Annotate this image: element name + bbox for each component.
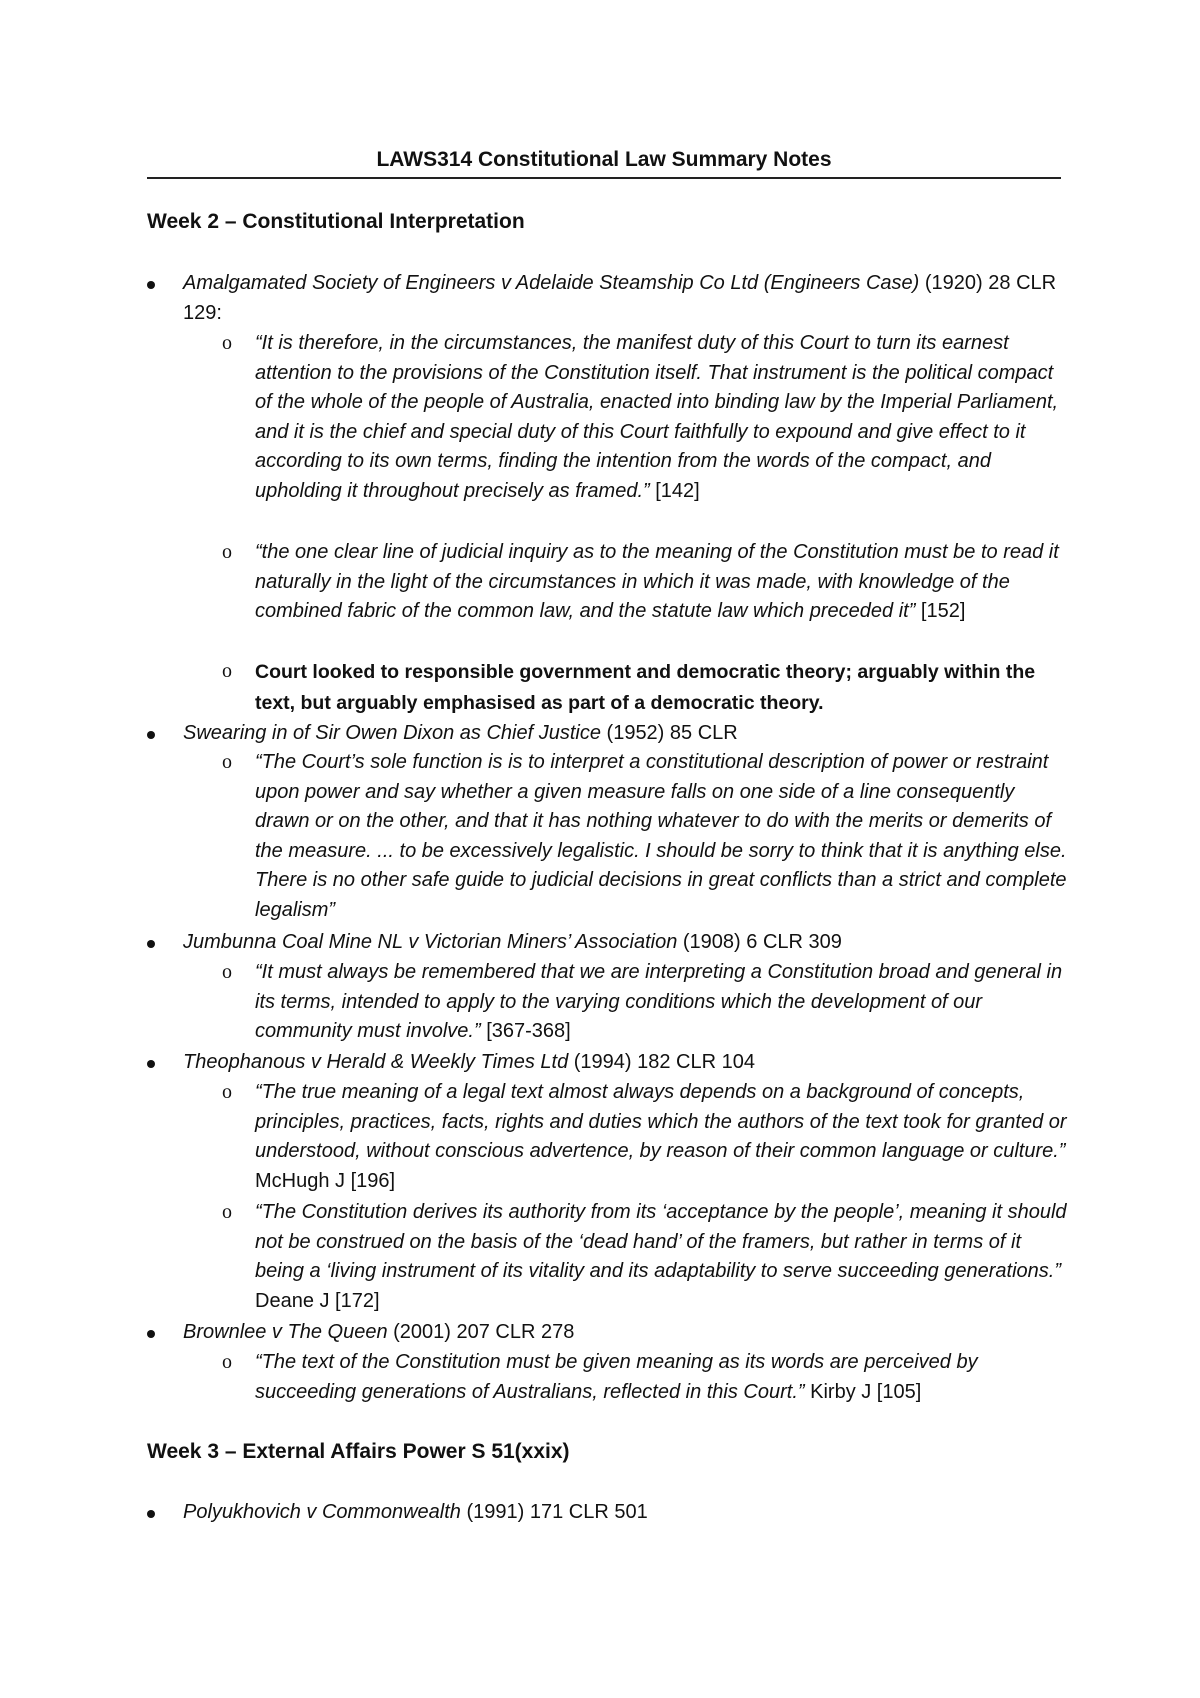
document-title: LAWS314 Constitutional Law Summary Notes (147, 148, 1061, 179)
bullet-dot (147, 940, 155, 948)
week3-heading: Week 3 – External Affairs Power S 51(xxix) (147, 1440, 570, 1463)
quote-text: “It must always be remembered that we are interpreting a Constitution broad and general in its terms, intended to apply to the varying conditions which the development of our community must involve.” (255, 961, 1063, 1042)
bullet-dot (147, 281, 155, 289)
bullet-dot (147, 1060, 155, 1068)
quote-item (222, 329, 1072, 506)
quote-text: “The Constitution derives its authority from its ‘acceptance by the people’, meaning it should not be construed on the basis of the ‘dead hand’ of the framers, but rather in terms of it being a ‘living instrument of its vitality and its adaptability to serve succeeding generations.” (255, 1201, 1067, 1282)
quote-reference: [152] (920, 600, 966, 622)
sub-bullet-marker: o (222, 332, 232, 354)
quote-text: “The Court’s sole function is is to interpret a constitutional description of power or restraint upon power and say whether a given measure falls on one side of a line consequently drawn or on the other, and that it has nothing whatever to do with the merits or demerits of the measure. ... to be excessively legalistic. I should be sorry to think that it is anything else. There is no other safe guide to judicial decisions in great conflicts than a strict and complete legalism” (255, 751, 1067, 921)
case-name: Theophanous v Herald & Weekly Times Ltd (183, 1051, 569, 1073)
quote-text: “The text of the Constitution must be given meaning as its words are perceived by succeeding generations of Australians, reflected in this Court.” (255, 1351, 978, 1403)
case-name: Brownlee v The Queen (183, 1321, 388, 1343)
quote-text: “the one clear line of judicial inquiry as to the meaning of the Constitution must be to read it naturally in the light of the circumstances in which it was made, with knowledge of the combined fabric of the common law, and the statute law which preceded it” (255, 541, 1059, 622)
quote-item (222, 1198, 1072, 1316)
quote-text: “It is therefore, in the circumstances, the manifest duty of this Court to turn its earnest attention to the provisions of the Constitution itself. That instrument is the political compact of the whole of the people of Australia, enacted into binding law by the Imperial Parliament, and it is the chief and special duty of this Court faithfully to expound and give effect to it according to its own terms, finding the intention from the words of the compact, and upholding it throughout precisely as framed.” (255, 332, 1059, 502)
case-name: Amalgamated Society of Engineers v Adelaide Steamship Co Ltd (Engineers Case) (183, 272, 920, 294)
quote-item (222, 538, 1072, 627)
week2-heading: Week 2 – Constitutional Interpretation (147, 210, 525, 233)
case-citation: (2001) 207 CLR 278 (393, 1321, 575, 1343)
sub-bullet-marker: o (222, 1201, 232, 1223)
quote-reference: Deane J [172] (255, 1289, 380, 1312)
case-citation: (1952) 85 CLR (606, 722, 738, 744)
sub-bullet-marker: o (222, 1081, 232, 1103)
case-citation: (1991) 171 CLR 501 (466, 1501, 648, 1523)
bullet-dot (147, 1510, 155, 1518)
quote-item (222, 1348, 1072, 1407)
note-text: Court looked to responsible government and democratic theory; arguably within the text, but arguably emphasised as part of a democratic theory. (255, 661, 1036, 714)
case-item-engineers (147, 269, 1067, 328)
sub-bullet-marker: o (222, 751, 232, 773)
case-name: Jumbunna Coal Mine NL v Victorian Miners’ Association (183, 931, 678, 953)
sub-bullet-marker: o (222, 541, 232, 563)
bullet-dot (147, 1330, 155, 1338)
quote-item (222, 1078, 1072, 1196)
case-citation: (1920) 28 CLR 129: (183, 272, 1057, 324)
case-item-brownlee (147, 1318, 1067, 1348)
quote-reference: [367-368] (486, 1020, 571, 1042)
bullet-dot (147, 731, 155, 739)
note-item (222, 657, 1072, 719)
case-citation: (1908) 6 CLR 309 (682, 931, 842, 953)
quote-reference: [142] (655, 479, 700, 502)
quote-reference: McHugh J [196] (255, 1169, 396, 1192)
quote-reference: Kirby J [105] (810, 1380, 922, 1403)
case-item-polyukhovich (147, 1498, 1067, 1528)
sub-bullet-marker: o (222, 660, 232, 682)
quote-item (222, 748, 1072, 925)
case-name: Polyukhovich v Commonwealth (183, 1501, 461, 1523)
case-item-jumbunna (147, 928, 1067, 958)
case-item-theophanous (147, 1048, 1067, 1078)
case-name: Swearing in of Sir Owen Dixon as Chief Justice (183, 722, 601, 744)
sub-bullet-marker: o (222, 1351, 232, 1373)
quote-item (222, 958, 1072, 1047)
sub-bullet-marker: o (222, 961, 232, 983)
quote-text: “The true meaning of a legal text almost always depends on a background of concepts, principles, practices, facts, rights and duties which the authors of the text took for granted or understood, without conscious advertence, by reason of their common language or culture.” (255, 1081, 1067, 1162)
case-citation: (1994) 182 CLR 104 (573, 1051, 755, 1073)
case-item-dixon (147, 719, 1067, 749)
